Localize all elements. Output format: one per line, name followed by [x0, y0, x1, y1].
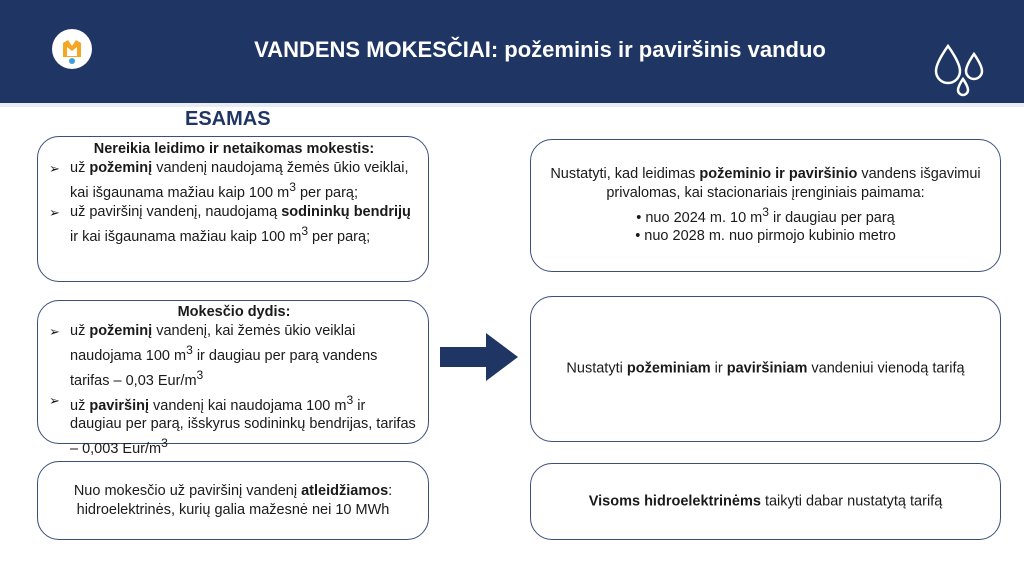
current-hydro-exemption-box: [37, 461, 429, 540]
section-label: ESAMAS: [185, 108, 271, 130]
proposed-hydro-box: [530, 463, 1001, 540]
list-item: • nuo 2028 m. nuo pirmojo kubinio metro: [635, 228, 896, 245]
list-item: ➢ už paviršinį vandenį kai naudojama 100 $m^3$ ir daugiau per parą, išskyrus sodininkų bendrijas, tarifas – 0,003 Eur/$m^3$: [49, 392, 416, 458]
arrow-bullet-icon: ➢: [49, 204, 60, 220]
box-heading: Mokesčio dydis:: [177, 304, 291, 320]
box-heading: Nereikia leidimo ir netaikomas mokestis:: [93, 141, 375, 157]
water-drops-icon: [930, 40, 990, 100]
header-bar: [0, 0, 1024, 103]
list-item: ➢ už požeminį vandenį naudojamą žemės ūkio veiklai, kai išgaunama mažiau kaip 100 $m^3$ per parą;: [49, 160, 409, 201]
list-item: • nuo 2024 m. 10 $m^3$ ir daugiau per parą: [636, 204, 895, 226]
arrow-bullet-icon: ➢: [49, 392, 60, 408]
current-tax-rate-box: [37, 300, 429, 458]
proposed-tariff-box: [530, 296, 1001, 442]
box-text: Nuo mokesčio už paviršinį vandenį atleidžiamos: hidroelektrinės, kurių galia mažesnė nei 10 MWh: [73, 482, 393, 518]
arrow-bullet-icon: ➢: [49, 324, 60, 339]
current-exemption-box: [37, 136, 429, 282]
header-shadow: [0, 103, 1024, 107]
list-item: ➢ už požeminį vandenį, kai žemės ūkio veiklai naudojama 100 $m^3$ ir daugiau per parą vandens tarifas – 0,03 Eur/$m^3$: [49, 323, 378, 389]
box-text: Nustatyti, kad leidimas požeminio ir paviršinio vandens išgavimui privalomas, kai stacionariais įrenginiais paimama: • nuo 2024 m. 10 $m^3$ ir daugiau per parą • nuo 2028 m. nuo pirmojo kubinio metro: [531, 165, 1000, 247]
box-text: Nustatyti požeminiam ir paviršiniam vandeniui vienodą tarifą: [566, 360, 965, 377]
list-item: ➢ už paviršinį vandenį, naudojamą sodininkų bendrijų ir kai išgaunama mažiau kaip 100 $m^3$ per parą;: [49, 203, 411, 245]
right-arrow-icon: [440, 333, 520, 381]
box-text: Visoms hidroelektrinėms taikyti dabar nustatytą tarifą: [588, 493, 943, 509]
page-title: VANDENS MOKESČIAI: požeminis ir paviršinis vanduo: [254, 37, 826, 62]
arrow-bullet-icon: ➢: [49, 161, 60, 176]
proposed-permit-box: [530, 139, 1001, 272]
